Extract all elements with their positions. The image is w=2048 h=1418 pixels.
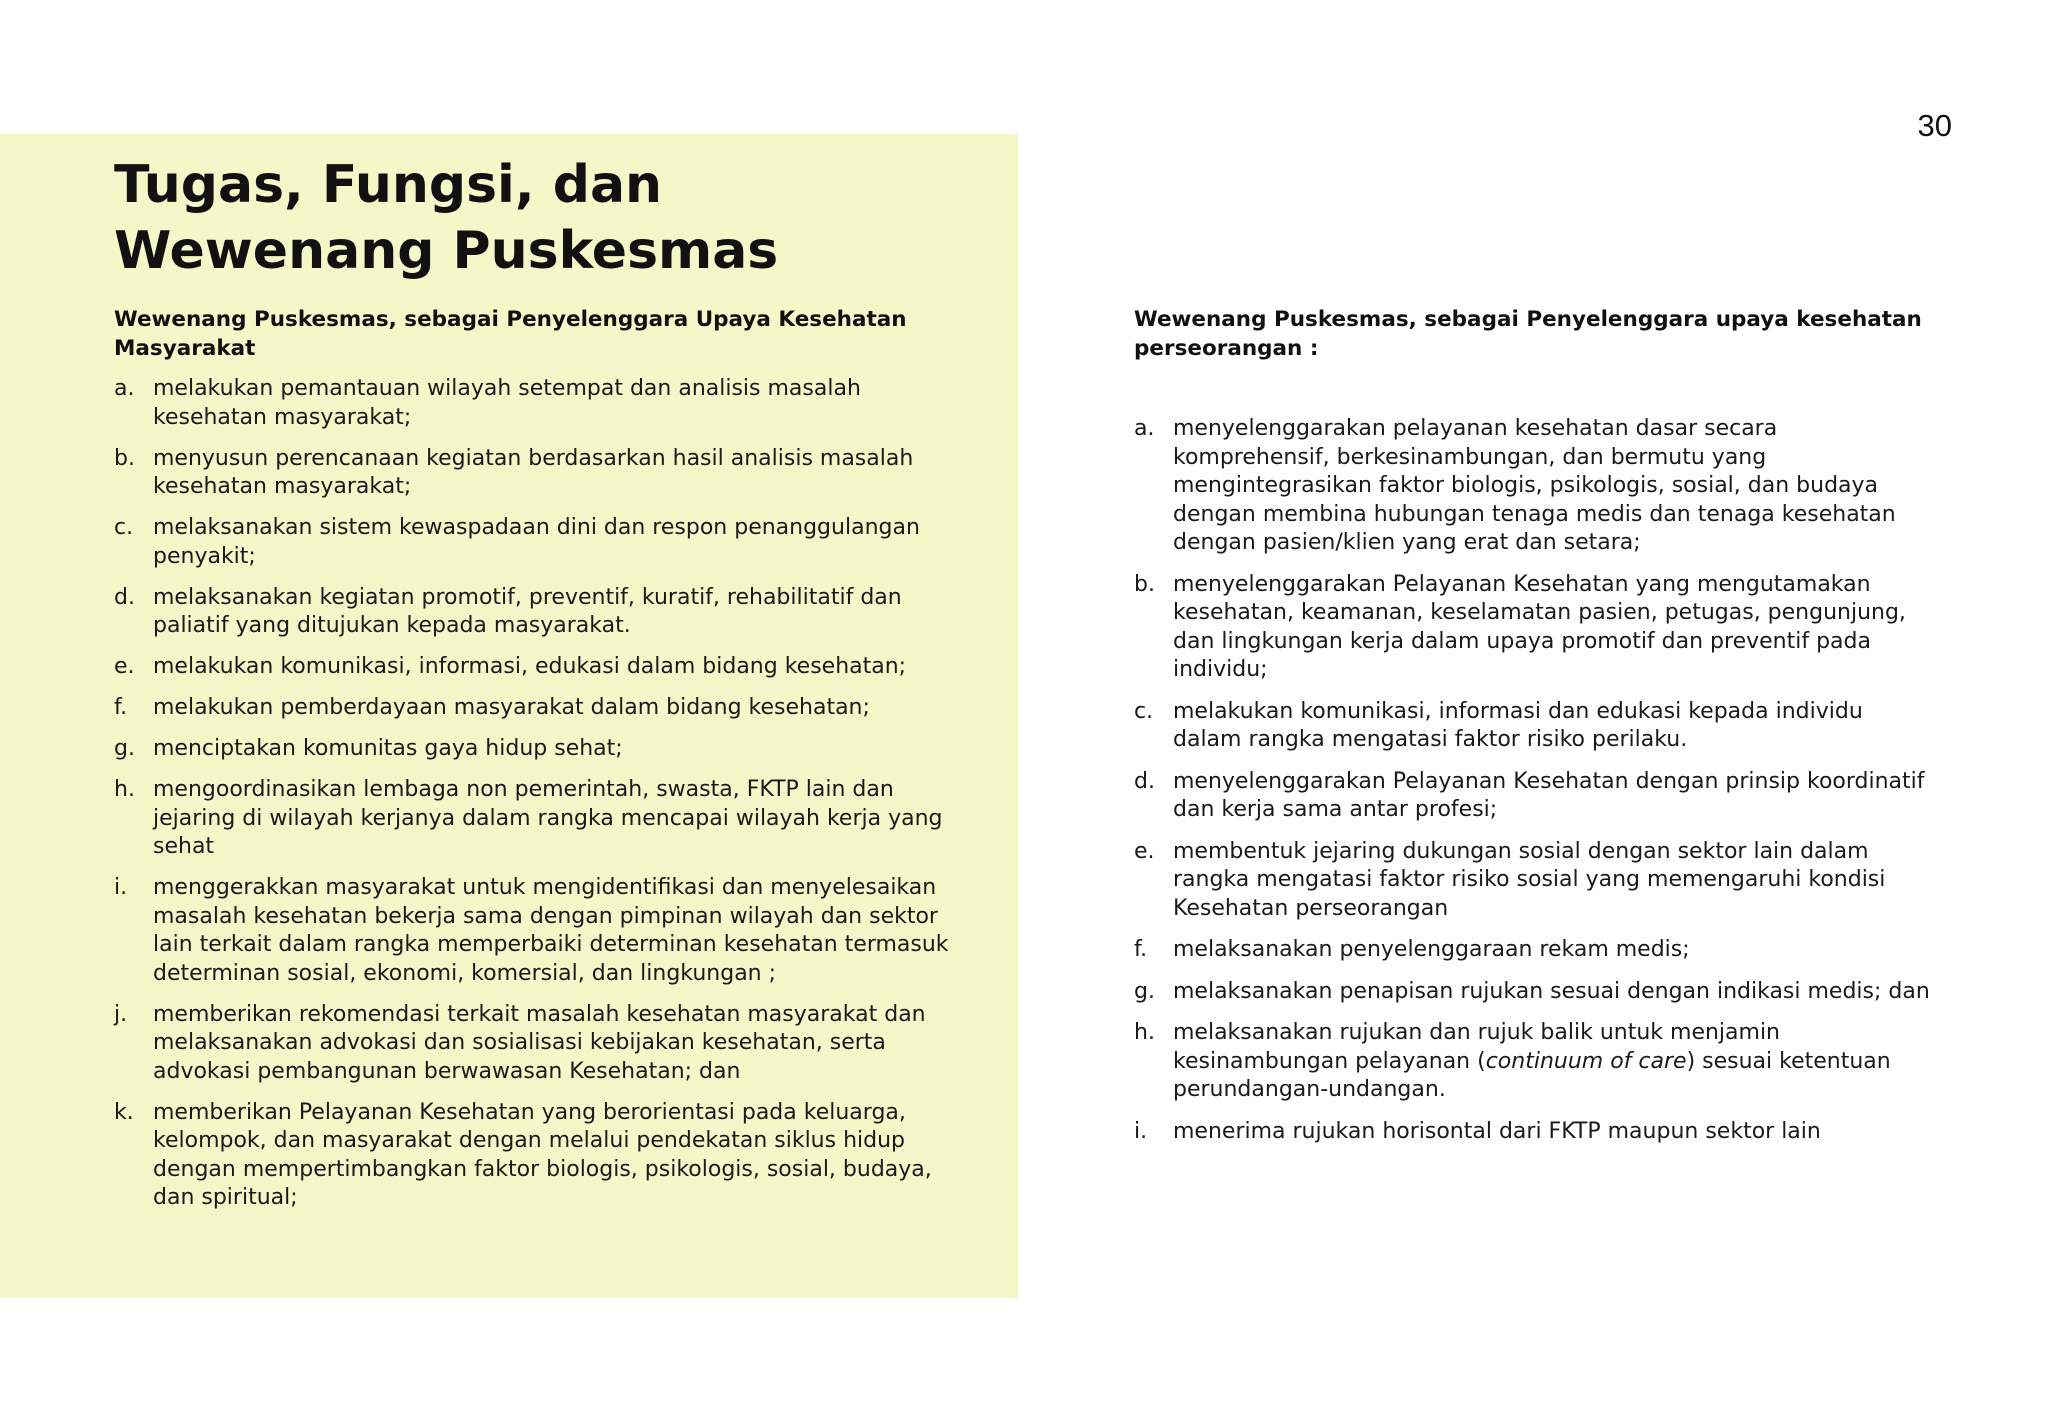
item-marker: f. [114,695,128,720]
list-item [1134,571,1934,685]
item-marker: b. [114,445,135,471]
list-item [114,874,974,988]
list-item [1134,838,1934,924]
list-item [1134,1019,1934,1105]
item-text: menyelenggarakan Pelayanan Kesehatan dengan prinsip koordinatif dan kerja sama antar profesi; [1173,768,1925,822]
item-text: menggerakkan masyarakat untuk mengidentifikasi dan menyelesaikan masalah kesehatan bekerja sama dengan pimpinan wilayah dan sektor lain terkait dalam rangka memperbaiki determinan kesehatan termasuk determinan sosial, ekonomi, komersial, dan lingkungan ; [153,875,949,986]
list-item [114,514,974,571]
item-text: menyelenggarakan Pelayanan Kesehatan yang mengutamakan kesehatan, keamanan, keselamatan pasien, petugas, pengunjung, dan lingkungan kerja dalam upaya promotif dan preventif pada individu; [1173,571,1906,682]
page-number: 30 [1917,108,1952,143]
right-list [1134,415,1934,1146]
left-section [114,305,974,1225]
item-text: melakukan komunikasi, informasi, edukasi dalam bidang kesehatan; [153,654,907,679]
right-section-heading: Wewenang Puskesmas, sebagai Penyelenggara upaya kesehatan perseorangan : [1134,307,1922,361]
item-marker: g. [1134,978,1155,1004]
item-text: menyusun perencanaan kegiatan berdasarkan hasil analisis masalah kesehatan masyarakat; [153,445,914,499]
left-section-heading: Wewenang Puskesmas, sebagai Penyelenggara Upaya Kesehatan Masyarakat [114,307,907,361]
item-text: menerima rujukan horisontal dari FKTP maupun sektor lain [1173,1118,1821,1144]
item-marker: a. [1134,416,1155,441]
list-item [114,584,974,641]
item-text: menyelenggarakan pelayanan kesehatan dasar secara komprehensif, berkesinambungan, dan bermutu yang mengintegrasikan faktor biologis, psikologis, sosial, dan budaya dengan membina hubungan tenaga medis dan tenaga kesehatan dengan pasien/klien yang erat dan setara; [1173,416,1896,555]
item-text: melaksanakan sistem kewaspadaan dini dan respon penanggulangan penyakit; [153,515,920,569]
item-text: mengoordinasikan lembaga non pemerintah, swasta, FKTP lain dan jejaring di wilayah kerjanya dalam rangka mencapai wilayah kerja yang sehat [153,777,943,859]
item-marker: i. [1134,1118,1148,1144]
item-marker: b. [1134,571,1155,597]
left-list [114,375,974,1213]
item-text: melaksanakan penyelenggaraan rekam medis; [1173,937,1690,962]
item-text: menciptakan komunitas gaya hidup sehat; [153,736,623,761]
item-text: melaksanakan penapisan rujukan sesuai dengan indikasi medis; dan [1173,978,1930,1004]
page-title-line-1: Tugas, Fungsi, dan [114,155,663,215]
list-item [114,375,974,432]
list-item [114,1099,974,1213]
list-item [1134,415,1934,558]
item-marker: k. [114,1099,134,1125]
item-text: melakukan pemberdayaan masyarakat dalam bidang kesehatan; [153,695,870,720]
list-item [1134,698,1934,755]
list-item [1134,978,1934,1007]
item-marker: c. [114,515,134,540]
item-marker: a. [114,376,135,401]
page-title-line-2: Wewenang Puskesmas [114,221,779,281]
item-text: memberikan rekomendasi terkait masalah kesehatan masyarakat dan melaksanakan advokasi dan sosialisasi kebijakan kesehatan, serta advokasi pembangunan berwawasan Kesehatan; dan [153,1001,926,1084]
list-item [114,776,974,862]
right-section [1134,305,1934,1159]
item-marker: h. [114,777,135,802]
item-marker: g. [114,736,135,761]
item-marker: f. [1134,937,1148,962]
item-marker: e. [114,654,135,679]
item-text: melaksanakan kegiatan promotif, preventif, kuratif, rehabilitatif dan paliatif yang ditujukan kepada masyarakat. [153,584,902,638]
item-text-part: melaksanakan rujukan dan rujuk balik untuk menjamin kesinambungan pelayanan ( [1173,1020,1780,1074]
item-text: melakukan pemantauan wilayah setempat dan analisis masalah kesehatan masyarakat; [153,376,861,430]
item-text-italic: continuum of care [1485,1048,1687,1074]
item-marker: h. [1134,1020,1155,1045]
item-text-part: ) sesuai ketentuan perundangan-undangan. [1173,1048,1891,1102]
item-text: membentuk jejaring dukungan sosial dengan sektor lain dalam rangka mengatasi faktor risiko sosial yang memengaruhi kondisi Kesehatan perseorangan [1173,838,1886,921]
item-text [1173,1019,1934,1105]
item-marker: j. [114,1001,128,1027]
item-marker: e. [1134,838,1155,864]
list-item [114,653,974,682]
list-item [114,735,974,764]
list-item [1134,1118,1934,1147]
page-title [114,152,974,284]
list-item [114,445,974,502]
item-marker: i. [114,875,128,900]
list-item [114,694,974,723]
item-marker: d. [114,584,135,610]
item-text: melakukan komunikasi, informasi dan edukasi kepada individu dalam rangka mengatasi faktor risiko perilaku. [1173,698,1863,752]
list-item [1134,936,1934,965]
list-item [1134,768,1934,825]
item-marker: c. [1134,698,1154,724]
list-item [114,1001,974,1087]
item-text: memberikan Pelayanan Kesehatan yang berorientasi pada keluarga, kelompok, dan masyarakat dengan melalui pendekatan siklus hidup dengan mempertimbangkan faktor biologis, psikologis, sosial, budaya, dan spiritual; [153,1099,932,1210]
item-marker: d. [1134,768,1155,794]
